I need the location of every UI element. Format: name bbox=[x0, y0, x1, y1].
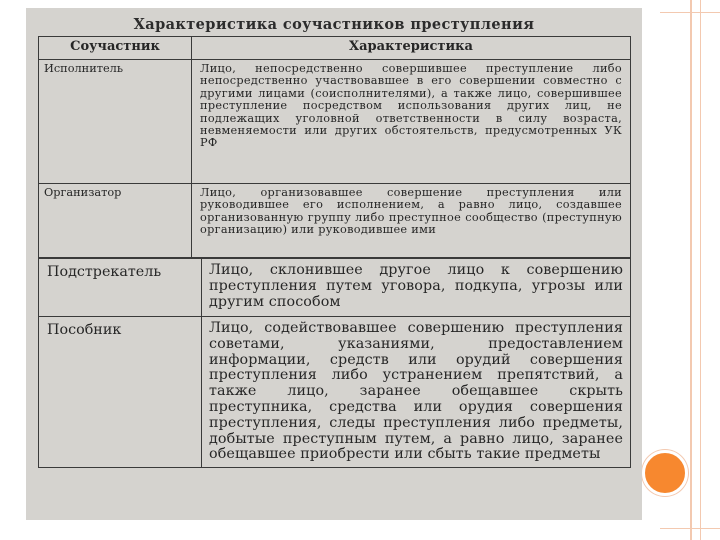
row-role: Подстрекатель bbox=[39, 259, 202, 317]
table-row bbox=[39, 317, 631, 468]
slide-frame-line bbox=[690, 0, 692, 540]
row-role: Исполнитель bbox=[39, 60, 192, 184]
row-description: Лицо, содействовавшее совершению преступления советами, указаниями, предоставлением информации, средств или орудий совершения преступления либо устранением препятствий, а также лицо, заранее обещавшее скрыть преступника, средства или орудия совершения преступления, следы преступления либо предметы, добытые преступным путем, а равно лицо, заранее обещавшее приобрести или сбыть такие предметы bbox=[202, 317, 631, 468]
slide-frame-line bbox=[660, 12, 720, 13]
row-description: Лицо, склонившее другое лицо к совершению преступления путем уговора, подкупа, угрозы или другим способом bbox=[202, 259, 631, 317]
table-row bbox=[39, 184, 631, 258]
row-description: Лицо, организовавшее совершение преступления или руководившее его исполнением, а равно лицо, создавшее организованную группу либо преступное сообщество (преступную организацию) или руководившее ими bbox=[192, 184, 631, 258]
row-role: Пособник bbox=[39, 317, 202, 468]
slide-frame-line bbox=[660, 528, 720, 529]
slide-accent-dot bbox=[642, 450, 688, 496]
row-role: Организатор bbox=[39, 184, 192, 258]
accomplices-table-part-2 bbox=[38, 258, 631, 468]
slide-frame-line bbox=[700, 0, 701, 540]
header-role: Соучастник bbox=[39, 37, 192, 60]
row-description: Лицо, непосредственно совершившее преступление либо непосредственно участвовавшее в его совершении совместно с другими лицами (соисполнителями), а также лицо, совершившее преступление посредством использования других лиц, не подлежащих уголовной ответственности в силу возраста, невменяемости или других обстоятельств, предусмотренных УК РФ bbox=[192, 60, 631, 184]
table-header-row bbox=[39, 37, 631, 60]
table-row bbox=[39, 259, 631, 317]
table-row bbox=[39, 60, 631, 184]
table-title: Характеристика соучастников преступления bbox=[133, 16, 535, 33]
scanned-table-image bbox=[26, 8, 642, 520]
accomplices-table-part-1 bbox=[38, 36, 631, 258]
header-description: Характеристика bbox=[192, 37, 631, 60]
